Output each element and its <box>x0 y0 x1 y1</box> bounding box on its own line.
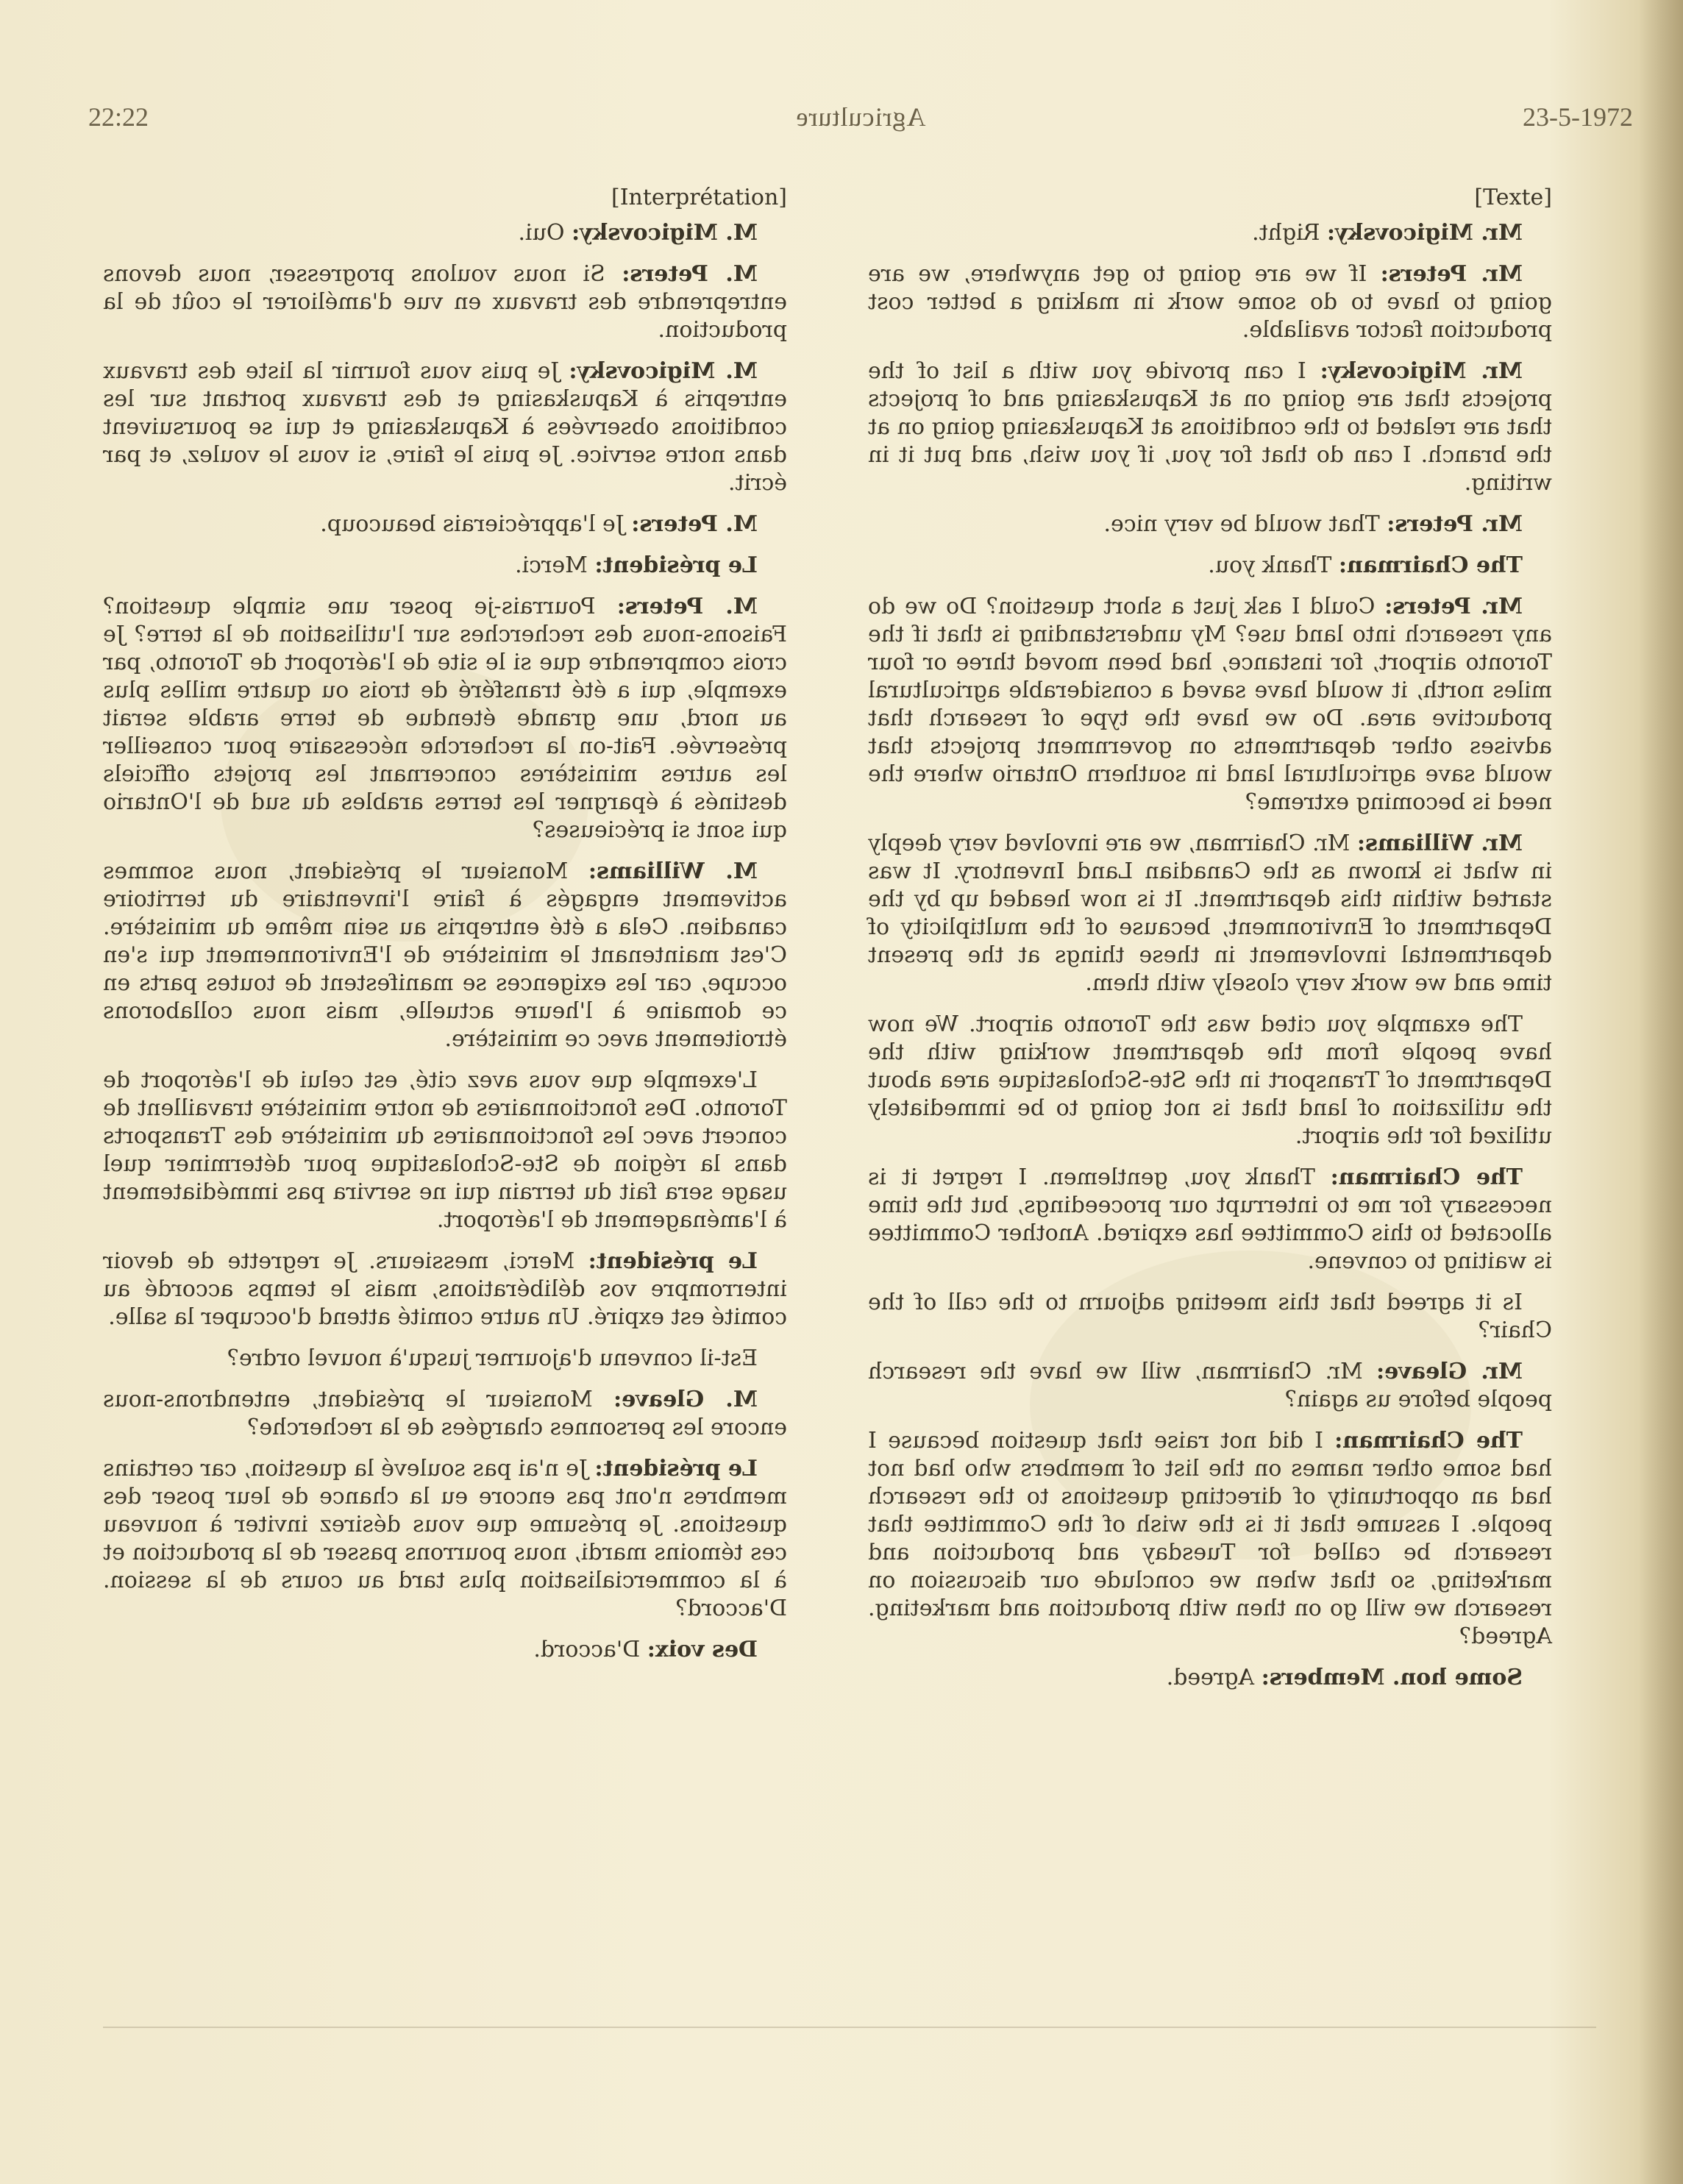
paragraph <box>103 1386 787 1442</box>
right-column <box>868 184 1552 1705</box>
paragraph <box>868 511 1552 538</box>
paragraph-text: Je puis vous fournir la liste des travaux entrepris à Kapuskasing et des travaux portant sur les conditions observées à Kapuskasing et qui se poursuivent dans notre service. Je puis le faire, si vous le voulez, et par écrit. <box>103 358 787 496</box>
bottom-rule <box>103 2027 1596 2028</box>
paragraph-text: Monsieur le président, nous sommes activement engagés à faire l'inventaire du territoire canadien. Cela a été entrepris au sein même du ministère. C'est maintenant le ministère de l'Environnement qui s'en occupe, car les exigences se manifestent de toutes parts en ce domaine à l'heure actuelle, mais nous collaborons étroitement avec ce ministère. <box>103 858 787 1052</box>
page-header <box>88 102 1633 138</box>
paragraph <box>103 219 787 247</box>
speaker-name: Mr. Migicovsky: <box>1320 358 1523 384</box>
paragraph-text: I did not raise that question because I had some other names on the list of members who had not had an opportunity of directing questions to the research people. I assume that it is the wish of the Committee that research be called for Tuesday and production and marketing, so that when we conclude our discussion on research we will go on then with production and marketing. Agreed? <box>868 1428 1552 1649</box>
paragraph <box>868 552 1552 580</box>
speaker-name: Mr. Peters: <box>1380 261 1523 287</box>
speaker-name: M. Williams: <box>588 858 758 884</box>
paragraph <box>868 830 1552 997</box>
speaker-name: Mr. Peters: <box>1387 511 1523 537</box>
speaker-name: Mr. Williams: <box>1356 830 1523 856</box>
speaker-name: The Chairman: <box>1338 552 1523 578</box>
left-column-paragraphs <box>103 219 787 1664</box>
paragraph <box>103 1636 787 1664</box>
speaker-name: Le président: <box>594 552 758 578</box>
paragraph-text: Je l'apprécierais beaucoup. <box>320 511 625 537</box>
paragraph-text: Mr. Chairman, will we have the research people before us again? <box>868 1359 1552 1412</box>
paragraph-text: The example you cited was the Toronto airport. We now have people from the department working with the Department of Transport in the Ste-Scholastique area about the utilization of land that is not going to be immediately utilized for the airport. <box>868 1011 1552 1149</box>
paragraph <box>103 260 787 344</box>
right-column-label: [Texte] <box>1474 185 1552 210</box>
paragraph <box>868 1289 1552 1345</box>
paragraph <box>868 260 1552 344</box>
page-date: 23-5-1972 <box>1523 102 1633 132</box>
paragraph <box>103 511 787 538</box>
paragraph <box>868 1358 1552 1414</box>
paragraph-text: Right. <box>1252 220 1320 246</box>
paragraph <box>868 358 1552 497</box>
speaker-name: Des voix: <box>647 1637 758 1662</box>
speaker-name: Mr. Migicovsky: <box>1326 220 1523 246</box>
paragraph <box>103 1345 787 1373</box>
left-column-label: [Interprétation] <box>611 185 787 210</box>
paragraph-text: Pourrais-je poser une simple question? Faisons-nous des recherches sur l'utilisation de la terre? Je crois comprendre que si le site de l'aéroport de Toronto, par exemple, qui a été transféré de trois ou quatre milles plus au nord, une grande étendue de terre arable serait préservée. Fait-on la recherche nécessaire pour conseiller les autres ministères concernant les projets officiels destinés à épargner les terres arables du sud de l'Ontario qui sont si précieuses? <box>103 594 787 843</box>
paragraph-text: Is it agreed that this meeting adjourn to the call of the Chair? <box>868 1290 1552 1343</box>
paragraph-text: Si nous voulons progresser, nous devons entreprendre des travaux en vue d'améliorer le coût de la production. <box>103 261 787 343</box>
paragraph-text: L'exemple que vous avez cité, est celui de l'aéroport de Toronto. Des fonctionnaires de notre ministère travaillent de concert avec les fonctionnaires du ministère des Transports dans la région de Ste-Scholastique pour déterminer quel usage sera fait du terrain qui ne servira pas immédiatement à l'aménagement de l'aéroport. <box>103 1067 787 1233</box>
speaker-name: M. Peters: <box>616 594 758 619</box>
speaker-name: M. Migicovsky: <box>569 358 758 384</box>
running-title: Agriculture <box>795 102 926 132</box>
right-column-paragraphs <box>868 219 1552 1692</box>
speaker-name: The Chairman: <box>1334 1428 1523 1454</box>
paragraph-text: Agreed. <box>1166 1665 1255 1690</box>
paragraph-text: Est-il convenu d'ajourner jusqu'à nouvel ordre? <box>227 1345 758 1371</box>
paragraph-text: Oui. <box>518 220 565 246</box>
speaker-name: Le président: <box>588 1248 758 1274</box>
paragraph-text: Could I ask just a short question? Do we do any research into land use? My understanding is that if the Toronto airport, for instance, had been moved three or four miles north, it would have saved a considerable agricultural productive area. Do we have the type of research that advises other departments on government projects that would save agricultural land in southern Ontario where the need is becoming extreme? <box>867 594 1552 815</box>
paragraph-text: If we are going to get anywhere, we are going to have to do some work in making a better cost production factor available. <box>868 261 1552 343</box>
speaker-name: M. Migicovsky: <box>572 220 758 246</box>
paragraph-text: Merci, messieurs. Je regrette de devoir interrompre vos délibérations, mais le temps accordé au comité est expiré. Un autre comité attend d'occuper la salle. <box>103 1248 787 1330</box>
paragraph-text: D'accord. <box>533 1637 641 1662</box>
paragraph <box>868 1011 1552 1150</box>
paragraph <box>103 1248 787 1331</box>
paragraph-text: Mr. Chairman, we are involved very deeply in what is known as the Canadian Land Inventory. It was started within this department. It is now headed up by the Department of Environment, because of the multiplicity of departmental involvement in these things at the present time and we work very closely with them. <box>868 830 1552 996</box>
speaker-name: Some hon. Members: <box>1261 1665 1523 1690</box>
paragraph-text: Thank you. <box>1208 552 1332 578</box>
speaker-name: M. Peters: <box>622 261 758 287</box>
paragraph <box>103 593 787 844</box>
speaker-name: Mr. Gleave: <box>1376 1359 1523 1384</box>
paragraph <box>103 1067 787 1234</box>
speaker-name: Mr. Peters: <box>1384 594 1523 619</box>
paragraph <box>103 1455 787 1623</box>
speaker-name: Le président: <box>594 1456 758 1482</box>
left-column <box>103 184 787 1677</box>
paragraph <box>103 552 787 580</box>
paragraph <box>103 858 787 1053</box>
paragraph-text: Thank you, gentlemen. I regret it is necessary for me to interrupt our proceedings, but the time allocated to this Committee has expired. Another Committee is waiting to convene. <box>868 1164 1552 1274</box>
paragraph <box>868 219 1552 247</box>
paragraph-text: That would be very nice. <box>1103 511 1380 537</box>
speaker-name: M. Peters: <box>631 511 758 537</box>
paragraph-text: I can provide you with a list of the projects that are going on at Kapuskasing and of projects that are related to the conditions at Kapuskasing going on at the branch. I can do that for you, if you wish, and put it in writing. <box>868 358 1552 496</box>
page-number-left: 22:22 <box>88 102 149 132</box>
paragraph <box>868 1427 1552 1651</box>
paragraph-text: Monsieur le président, entendrons-nous encore les personnes chargées de la recherche? <box>103 1387 787 1440</box>
speaker-name: The Chairman: <box>1330 1164 1523 1190</box>
paragraph-text: Merci. <box>515 552 588 578</box>
paragraph <box>103 358 787 497</box>
paragraph <box>868 593 1552 817</box>
page-edge-shadow <box>1639 0 1683 2184</box>
paragraph-text: Je n'ai pas soulevé la question, car certains membres n'ont pas encore eu la chance de leur poser des questions. Je présume que vous désirez inviter à nouveau ces témoins mardi, nous pourrons passer de la production et à la commercialisation plus tard au cours de la session. D'accord? <box>103 1456 787 1621</box>
paragraph <box>868 1664 1552 1692</box>
paragraph <box>868 1164 1552 1276</box>
speaker-name: M. Gleave: <box>613 1387 758 1412</box>
